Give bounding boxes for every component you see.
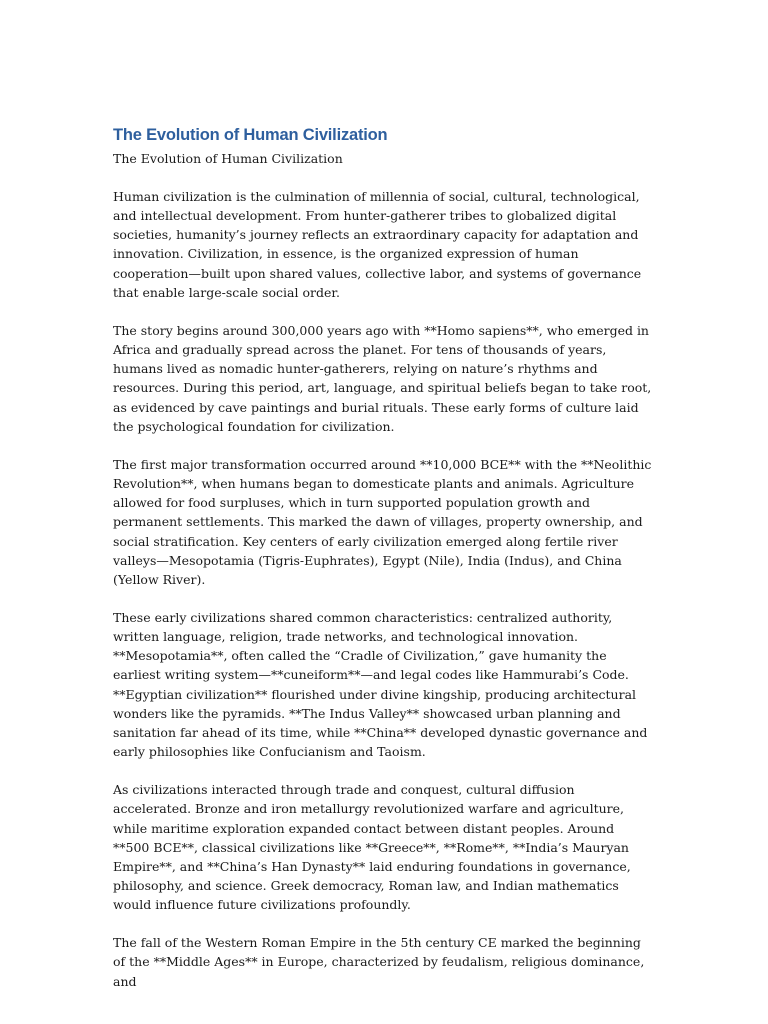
document-page — [113, 125, 653, 1010]
document-title: The Evolution of Human Civilization — [113, 126, 388, 144]
document-subtitle: The Evolution of Human Civilization — [113, 151, 343, 166]
paragraph: As civilizations interacted through trade and conquest, cultural diffusion accelerated. Bronze and iron metallurgy revolutionized warfare and agriculture, while maritime exploration expanded contact between distant peoples. Around **500 BCE**, classical civilizations like **Greece**, **Rome**, **India’s Mauryan Empire**, and **China’s Han Dynasty** laid enduring foundations in governance, philosophy, and science. Greek democracy, Roman law, and Indian mathematics would influence future civilizations profoundly. — [113, 782, 631, 913]
paragraph: The first major transformation occurred around **10,000 BCE** with the **Neolithic Revolution**, when humans began to domesticate plants and animals. Agriculture allowed for food surpluses, which in turn supported population growth and permanent settlements. This marked the dawn of villages, property ownership, and social stratification. Key centers of early civilization emerged along fertile river valleys—Mesopotamia (Tigris-Euphrates), Egypt (Nile), India (Indus), and China (Yellow River). — [113, 456, 652, 587]
paragraph: Human civilization is the culmination of millennia of social, cultural, technological, and intellectual development. From hunter-gatherer tribes to globalized digital societies, humanity’s journey reflects an extraordinary capacity for adaptation and innovation. Civilization, in essence, is the organized expression of human cooperation—built upon shared values, collective labor, and systems of governance that enable large-scale social order. — [113, 189, 642, 300]
paragraph: The story begins around 300,000 years ago with **Homo sapiens**, who emerged in Africa and gradually spread across the planet. For tens of thousands of years, humans lived as nomadic hunter-gatherers, relying on nature’s rhythms and resources. During this period, art, language, and spiritual beliefs began to take root, as evidenced by cave paintings and burial rituals. These early forms of culture laid the psychological foundation for civilization. — [113, 322, 652, 434]
document-body — [113, 187, 653, 991]
paragraph: These early civilizations shared common characteristics: centralized authority, written language, religion, trade networks, and technological innovation. **Mesopotamia**, often called the “Cradle of Civilization,” gave humanity the earliest writing system—**cuneiform**—and legal codes like Hammurabi’s Code. **Egyptian civilization** flourished under divine kingship, producing architectural wonders like the pyramids. **The Indus Valley** showcased urban planning and sanitation far ahead of its time, while **China** developed dynastic governance and early philosophies like Confucianism and Taoism. — [113, 609, 648, 760]
paragraph: The fall of the Western Roman Empire in the 5th century CE marked the beginning of the **Middle Ages** in Europe, characterized by feudalism, religious dominance, and — [113, 935, 645, 989]
